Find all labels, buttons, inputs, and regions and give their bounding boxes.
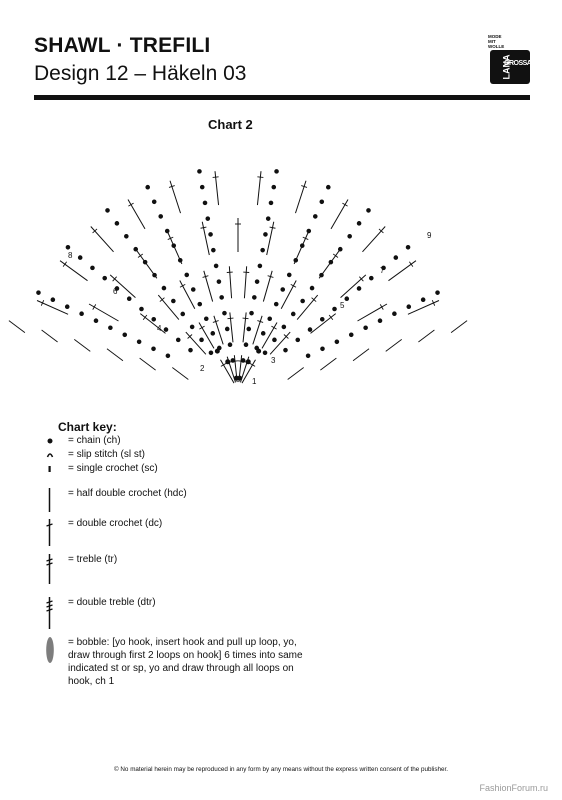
pattern-subtitle: Design 12 – Häkeln 03 [34, 62, 247, 85]
edge-stitch-mark [386, 339, 402, 351]
chain-dot [287, 273, 291, 277]
logo-tagline: MODE MIT WOLLE [488, 34, 505, 49]
chain-dot [274, 302, 278, 306]
logo-mark [490, 50, 530, 84]
row-number-label: 3 [271, 356, 276, 365]
watermark: FashionForum.ru [479, 783, 548, 793]
chain-dot [338, 247, 342, 251]
chain-dot [348, 234, 352, 238]
dc-crossbar-mark [271, 326, 276, 329]
chain-dot [220, 296, 224, 300]
key-treble: = treble (tr) [46, 553, 117, 585]
dc-stitch-mark [60, 261, 88, 281]
dc-stitch-mark [331, 199, 348, 228]
chain-dot [211, 332, 215, 336]
chain-dot [162, 286, 166, 290]
dc-stitch-mark [310, 314, 335, 334]
chain-dot [367, 209, 371, 213]
key-slip-stitch: = slip stitch (sl st) [46, 448, 145, 461]
dc-stitch-mark [243, 312, 246, 342]
chain-dot [246, 360, 250, 364]
chain-dot [103, 276, 107, 280]
chain-dot [200, 338, 204, 342]
chain-dot [357, 222, 361, 226]
edge-stitch-mark [353, 349, 369, 361]
chain-dot [127, 297, 131, 301]
chain-dot [212, 248, 216, 252]
chain-dot [198, 302, 202, 306]
chain-dot [204, 317, 208, 321]
dc-crossbar-mark [380, 304, 383, 309]
chain-dot [307, 229, 311, 233]
logo-side-text: LANA [501, 54, 512, 80]
key-bobble: = bobble: [yo hook, insert hook and pull up loop, yo, draw through first 2 loops on hook] 6 times into same indicated st or sp, yo and draw through all loops on hook, ch 1 [46, 636, 308, 688]
chain-dot [320, 200, 324, 204]
chain-dot [300, 244, 304, 248]
chain-dot [291, 312, 295, 316]
chain-dot [231, 359, 235, 363]
chain-dot [146, 185, 150, 189]
chain-dot [282, 325, 286, 329]
edge-stitch-mark [172, 367, 188, 379]
logo-brand-text: GROSSA [504, 60, 532, 67]
chain-dot [253, 296, 257, 300]
chain-dot [198, 170, 202, 174]
double-treble-icon [46, 596, 58, 630]
chain-dot [238, 376, 242, 380]
chain-dot [226, 360, 230, 364]
dc-stitch-mark [257, 171, 261, 205]
row-number-label: 2 [200, 364, 205, 373]
chain-dot [165, 229, 169, 233]
row-number-label: 8 [68, 251, 73, 260]
dc-crossbar-mark [221, 363, 226, 366]
chain-dot [143, 260, 147, 264]
dc-stitch-mark [214, 316, 223, 345]
chain-dot [244, 343, 248, 347]
chain-dot [273, 338, 277, 342]
chain-dot [255, 280, 259, 284]
chain-dot [349, 333, 353, 337]
chain-dot [294, 258, 298, 262]
chain-dot [406, 246, 410, 250]
chain-dot [378, 319, 382, 323]
chain-dot [223, 311, 227, 315]
dc-crossbar-mark [213, 177, 219, 178]
dc-stitch-mark [215, 171, 219, 205]
dc-stitch-mark [180, 281, 195, 309]
key-single-crochet: = single crochet (sc) [46, 462, 158, 475]
chain-dot [241, 359, 245, 363]
dc-crossbar-mark [128, 203, 133, 206]
chain-dot [78, 256, 82, 260]
bobble-icon [46, 636, 58, 666]
chain-dot [364, 326, 368, 330]
dc-stitch-mark [128, 199, 145, 228]
chain-dot [37, 291, 41, 295]
edge-stitch-mark [320, 358, 336, 370]
edge-stitch-mark [42, 330, 58, 342]
chain-dot [134, 247, 138, 251]
chain-dot [106, 209, 110, 213]
chain-dot [225, 327, 229, 331]
chain-dot [436, 291, 440, 295]
brand-logo [488, 34, 534, 86]
half-double-crochet-icon [46, 487, 58, 513]
key-half-double-crochet: = half double crochet (hdc) [46, 487, 187, 513]
chain-dot [296, 338, 300, 342]
chain-dot [203, 201, 207, 205]
dc-crossbar-mark [250, 363, 255, 366]
chain-dot [164, 328, 168, 332]
chain-dot [261, 248, 265, 252]
edge-stitch-mark [288, 367, 304, 379]
dc-stitch-mark [230, 312, 233, 342]
chain-dot [159, 215, 163, 219]
edge-stitch-mark [451, 321, 467, 333]
chain-dot [394, 256, 398, 260]
header-rule [34, 95, 530, 100]
crochet-chart [0, 130, 562, 400]
chain-dot [206, 217, 210, 221]
chain-dot [125, 234, 129, 238]
chain-dot [178, 258, 182, 262]
chain-dot [228, 343, 232, 347]
dc-stitch-mark [89, 304, 118, 321]
dc-crossbar-mark [270, 227, 276, 228]
dc-stitch-mark [91, 227, 114, 252]
chain-dot [209, 233, 213, 237]
chart-layer [9, 170, 467, 386]
chain-dot [264, 233, 268, 237]
chain-dot [94, 319, 98, 323]
row-number-label: 9 [427, 231, 432, 240]
chain-dot [217, 280, 221, 284]
chain-dot [209, 351, 213, 355]
chart-title: Chart 2 [208, 117, 253, 132]
chain-dot [261, 332, 265, 336]
chain-dot [333, 307, 337, 311]
chain-dot [306, 354, 310, 358]
chain-dot [115, 222, 119, 226]
row-number-label: 5 [340, 301, 345, 310]
chain-dot [268, 317, 272, 321]
chain-dot [313, 215, 317, 219]
chain-dot [152, 317, 156, 321]
chain-dot [166, 354, 170, 358]
chain-dot [329, 260, 333, 264]
chain-dot [258, 264, 262, 268]
chain-dot [181, 312, 185, 316]
dc-crossbar-mark [329, 315, 333, 320]
chain-dot [266, 217, 270, 221]
dc-crossbar-mark [333, 254, 338, 258]
chain-dot [357, 287, 361, 291]
chain-dot [281, 288, 285, 292]
dc-stitch-mark [170, 181, 181, 213]
dc-stitch-mark [158, 295, 179, 320]
chain-dot [153, 273, 157, 277]
chain-dot [172, 299, 176, 303]
dc-stitch-mark [244, 266, 246, 298]
chain-dot [335, 340, 339, 344]
slip-stitch-icon [46, 448, 58, 460]
edge-stitch-mark [9, 321, 25, 333]
chain-dot [345, 297, 349, 301]
dc-crossbar-mark [201, 227, 207, 228]
chain-dot [109, 326, 113, 330]
row-number-label: 7 [380, 266, 385, 275]
chain-dot [369, 276, 373, 280]
chain-dot [272, 185, 276, 189]
chain-dot [189, 348, 193, 352]
chain-dot [269, 201, 273, 205]
chain-dot [152, 200, 156, 204]
pattern-title: SHAWL · TREFILI [34, 34, 211, 57]
chain-dot [321, 347, 325, 351]
edge-stitch-mark [418, 330, 434, 342]
edge-stitch-mark [140, 358, 156, 370]
chain-dot [250, 311, 254, 315]
chain-dot [247, 327, 251, 331]
chain-dot [215, 349, 219, 353]
chain-dot [310, 286, 314, 290]
chain-dot [393, 312, 397, 316]
dc-stitch-mark [199, 322, 214, 348]
chain-dot [66, 246, 70, 250]
dc-stitch-mark [295, 181, 306, 213]
chain-dot [214, 264, 218, 268]
chain-dot [275, 170, 279, 174]
dc-crossbar-mark [342, 203, 347, 206]
dc-stitch-mark [37, 301, 68, 315]
dc-stitch-mark [408, 301, 439, 315]
chain-dot [284, 348, 288, 352]
chain-dot [152, 347, 156, 351]
dc-crossbar-mark [409, 262, 413, 267]
dc-stitch-mark [358, 304, 387, 321]
dc-stitch-mark [281, 281, 296, 309]
chain-dot [407, 305, 411, 309]
dc-crossbar-mark [243, 318, 249, 319]
dc-crossbar-mark [227, 318, 233, 319]
chain-dot [176, 338, 180, 342]
row-number-label: 1 [252, 377, 257, 386]
edge-stitch-mark [107, 349, 123, 361]
chain-dot [421, 298, 425, 302]
chain-dot [51, 298, 55, 302]
dc-stitch-mark [341, 275, 366, 298]
dc-crossbar-mark [63, 262, 67, 267]
chain-dot [191, 288, 195, 292]
dc-stitch-mark [253, 316, 262, 345]
key-chain: = chain (ch) [46, 434, 121, 447]
dc-stitch-mark [362, 227, 385, 252]
chain-dot [185, 273, 189, 277]
row-number-label: 6 [113, 287, 118, 296]
chain-dot [65, 305, 69, 309]
dc-crossbar-mark [199, 326, 204, 329]
dc-stitch-mark [229, 266, 231, 298]
chain-dot [308, 328, 312, 332]
dc-stitch-mark [388, 261, 416, 281]
edge-stitch-mark [74, 339, 90, 351]
copyright-notice: © No material herein may be reproduced in any form by any means without the express written consent of the publisher. [114, 766, 448, 773]
chart-key-title: Chart key: [58, 420, 117, 434]
dc-crossbar-mark [138, 254, 143, 258]
chain-dot [320, 317, 324, 321]
double-crochet-icon [46, 517, 58, 547]
chain-dot [137, 340, 141, 344]
dc-crossbar-mark [257, 177, 263, 178]
chain-dot [123, 333, 127, 337]
chain-dot [80, 312, 84, 316]
key-double-crochet: = double crochet (dc) [46, 517, 162, 547]
dc-stitch-mark [297, 295, 318, 320]
key-double-treble: = double treble (dtr) [46, 596, 156, 630]
chain-dot [320, 273, 324, 277]
single-crochet-icon [46, 462, 58, 474]
dc-crossbar-mark [143, 315, 147, 320]
chain-dot [257, 349, 261, 353]
dc-crossbar-mark [93, 304, 96, 309]
chain-dot [263, 351, 267, 355]
chain-dot [140, 307, 144, 311]
chain-dot [91, 266, 95, 270]
chain-dot [190, 325, 194, 329]
dc-stitch-mark [262, 322, 277, 348]
chain-dot [326, 185, 330, 189]
chain-dot [172, 244, 176, 248]
treble-icon [46, 553, 58, 585]
row-number-label: 4 [157, 324, 162, 333]
dc-stitch-mark [140, 314, 165, 334]
chain-dot [301, 299, 305, 303]
chain-dot [200, 185, 204, 189]
chain-icon [46, 434, 58, 446]
